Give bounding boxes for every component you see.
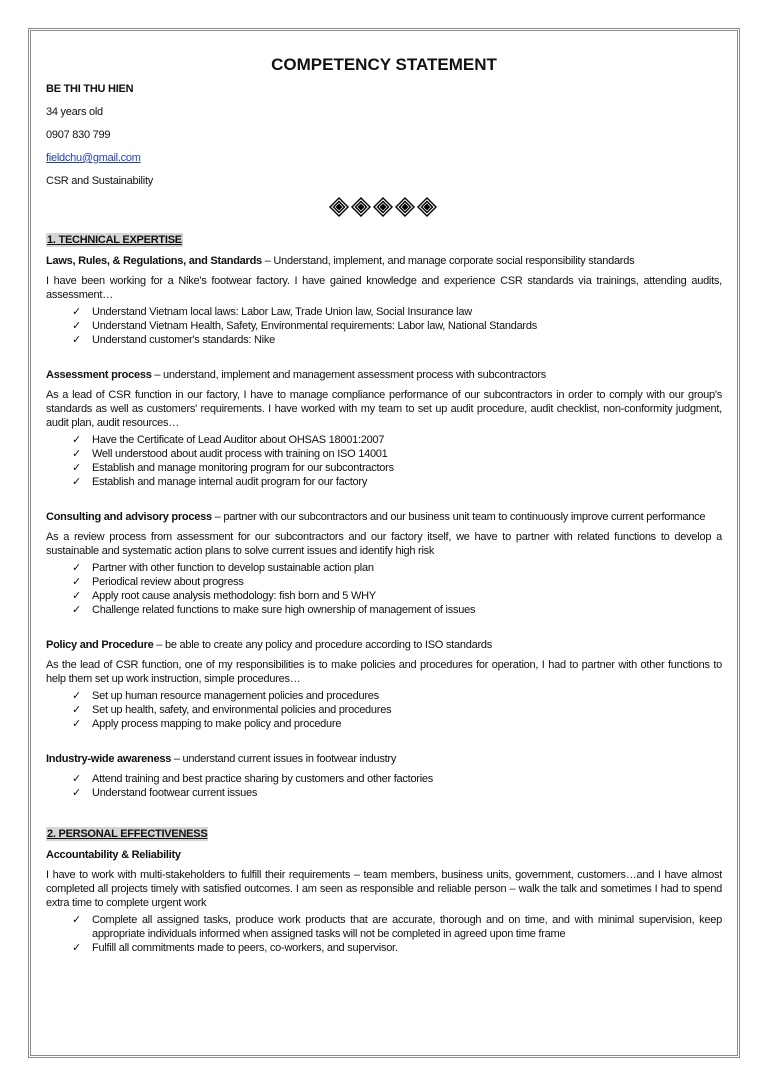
checkmark-icon: ✓ xyxy=(72,562,81,574)
checklist-policy xyxy=(46,689,722,731)
list-item xyxy=(72,461,722,475)
subhead-accountability: Accountability & Reliability xyxy=(46,849,181,861)
subhead-policy: Policy and Procedure – be able to create any policy and procedure according to ISO standards xyxy=(46,639,492,651)
list-item xyxy=(72,913,722,941)
paragraph-consulting: As a review process from assessment for our subcontractors and our factory itself, we have to partner with related functions to develop a sustainable and systematic action plans to solve current issues and identify high risk xyxy=(46,531,722,557)
document-page xyxy=(46,54,722,955)
list-item xyxy=(72,689,722,703)
candidate-field: CSR and Sustainability xyxy=(46,175,154,187)
list-item xyxy=(72,561,722,575)
list-item-text: Have the Certificate of Lead Auditor about OHSAS 18001:2007 xyxy=(92,434,385,446)
document-title: COMPETENCY STATEMENT xyxy=(271,55,497,74)
subhead-industry: Industry-wide awareness – understand current issues in footwear industry xyxy=(46,753,397,765)
paragraph-assessment: As a lead of CSR function in our factory, I have to manage compliance performance of our subcontractors in order to comply with our group's standards as well as customers' requirements. I have worked with my team to set up audit procedure, audit checklist, non-conformity judgment, audit plan, audit resources… xyxy=(46,389,722,429)
checkmark-icon: ✓ xyxy=(72,914,81,926)
list-item xyxy=(72,786,722,800)
list-item-text: Apply root cause analysis methodology: fish born and 5 WHY xyxy=(92,590,376,602)
checkmark-icon: ✓ xyxy=(72,448,81,460)
section-heading-technical: 1. TECHNICAL EXPERTISE xyxy=(47,234,182,246)
list-item xyxy=(72,305,722,319)
list-item-text: Attend training and best practice sharing by customers and other factories xyxy=(92,773,434,785)
checkmark-icon: ✓ xyxy=(72,590,81,602)
list-item xyxy=(72,589,722,603)
checklist-accountability xyxy=(46,913,722,955)
candidate-age: 34 years old xyxy=(46,106,103,118)
list-item xyxy=(72,319,722,333)
checkmark-icon: ✓ xyxy=(72,320,81,332)
checkmark-icon: ✓ xyxy=(72,787,81,799)
list-item-text: Understand customer's standards: Nike xyxy=(92,334,275,346)
checkmark-icon: ✓ xyxy=(72,576,81,588)
checklist-laws xyxy=(46,305,722,347)
candidate-phone: 0907 830 799 xyxy=(46,129,111,141)
list-item-text: Understand footwear current issues xyxy=(92,787,258,799)
list-item xyxy=(72,575,722,589)
subhead-consulting: Consulting and advisory process – partner with our subcontractors and our business unit team to continuously improve current performance xyxy=(46,511,706,523)
list-item-text: Set up human resource management policies and procedures xyxy=(92,690,379,702)
list-item xyxy=(72,703,722,717)
list-item xyxy=(72,717,722,731)
checklist-consulting xyxy=(46,561,722,617)
diamond-ornament-icon xyxy=(46,197,722,219)
checkmark-icon: ✓ xyxy=(72,690,81,702)
list-item xyxy=(72,772,722,786)
checkmark-icon: ✓ xyxy=(72,334,81,346)
list-item-text: Set up health, safety, and environmental policies and procedures xyxy=(92,704,392,716)
list-item-text: Establish and manage internal audit program for our factory xyxy=(92,476,368,488)
list-item-text: Complete all assigned tasks, produce work products that are accurate, thorough and on time, and with minimal supervision, keep appropriate individuals informed when assigned tasks will not be completed in agreed upon time frame xyxy=(92,914,722,940)
list-item-text: Fulfill all commitments made to peers, co-workers, and supervisor. xyxy=(92,942,398,954)
list-item-text: Challenge related functions to make sure high ownership of management of issues xyxy=(92,604,476,616)
list-item xyxy=(72,941,722,955)
list-item xyxy=(72,333,722,347)
checkmark-icon: ✓ xyxy=(72,604,81,616)
list-item-text: Establish and manage monitoring program for our subcontractors xyxy=(92,462,394,474)
list-item xyxy=(72,475,722,489)
checklist-industry xyxy=(46,772,722,800)
list-item-text: Partner with other function to develop sustainable action plan xyxy=(92,562,374,574)
list-item-text: Apply process mapping to make policy and procedure xyxy=(92,718,342,730)
list-item xyxy=(72,447,722,461)
list-item-text: Understand Vietnam local laws: Labor Law, Trade Union law, Social Insurance law xyxy=(92,306,472,318)
checkmark-icon: ✓ xyxy=(72,704,81,716)
candidate-name: BE THI THU HIEN xyxy=(46,83,134,95)
checkmark-icon: ✓ xyxy=(72,718,81,730)
checklist-assessment xyxy=(46,433,722,489)
subhead-laws: Laws, Rules, & Regulations, and Standards – Understand, implement, and manage corporate social responsibility standards xyxy=(46,255,635,267)
subhead-assessment: Assessment process – understand, implement and management assessment process with subcontractors xyxy=(46,369,546,381)
email-link[interactable]: fieldchu@gmail.com xyxy=(46,152,141,164)
paragraph-accountability: I have to work with multi-stakeholders to fulfill their requirements – team members, business units, government, customers…and I have almost completed all projects timely with satisfied outcomes. I am seen as responsible and reliable person – walk the talk and sometimes I had to spend extra time to complete urgent work xyxy=(46,869,722,909)
checkmark-icon: ✓ xyxy=(72,462,81,474)
list-item-text: Well understood about audit process with training on ISO 14001 xyxy=(92,448,388,460)
paragraph-laws: I have been working for a Nike's footwear factory. I have gained knowledge and experience CSR standards via trainings, attending audits, assessment… xyxy=(46,275,722,301)
list-item-text: Understand Vietnam Health, Safety, Environmental requirements: Labor law, National Standards xyxy=(92,320,537,332)
list-item xyxy=(72,603,722,617)
checkmark-icon: ✓ xyxy=(72,434,81,446)
paragraph-policy: As the lead of CSR function, one of my responsibilities is to make policies and procedures for operation, I had to partner with other functions to help them set up work instruction, simple procedures… xyxy=(46,659,722,685)
checkmark-icon: ✓ xyxy=(72,942,81,954)
checkmark-icon: ✓ xyxy=(72,306,81,318)
checkmark-icon: ✓ xyxy=(72,476,81,488)
list-item xyxy=(72,433,722,447)
section-heading-personal: 2. PERSONAL EFFECTIVENESS xyxy=(47,828,208,840)
checkmark-icon: ✓ xyxy=(72,773,81,785)
list-item-text: Periodical review about progress xyxy=(92,576,244,588)
